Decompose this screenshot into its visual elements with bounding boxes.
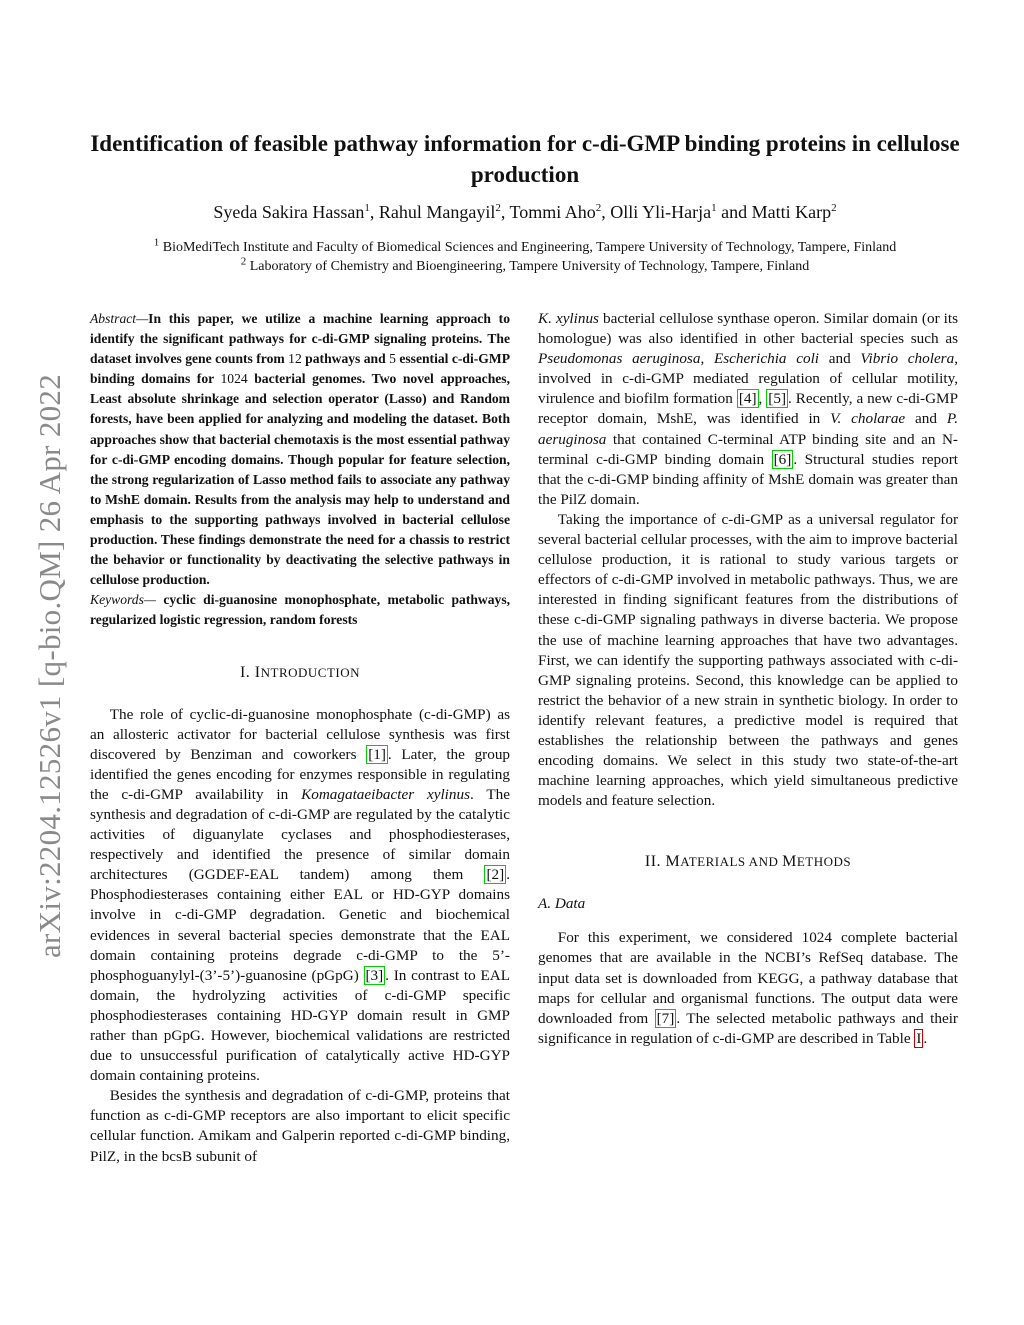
citation-link[interactable]: [1]	[368, 745, 386, 763]
author-list: Syeda Sakira Hassan$^1$, Rahul Mangayil$^2$, Tommi Aho$^2$, Olli Yli-Harja$^1$ and Matti Karp$^2$	[213, 202, 837, 222]
affiliation-line: $^1$ BioMediTech Institute and Faculty of Biomedical Sciences and Engineering, Tampere University of Technology, Tampere, Finland	[153, 236, 897, 255]
author-affiliation-mark: 2	[595, 202, 602, 214]
keywords-label: Keywords—	[90, 592, 156, 608]
author-name: Syeda Sakira Hassan	[213, 202, 365, 222]
affiliations	[90, 238, 960, 276]
right-column	[538, 309, 958, 1049]
author-name: Matti Karp	[751, 202, 832, 222]
affiliation-line: $^2$ Laboratory of Chemistry and Bioengineering, Tampere University of Technology, Tampere, Finland	[240, 255, 810, 274]
author-name: Rahul Mangayil	[378, 202, 496, 222]
abstract: Abstract—In this paper, we utilize a machine learning approach to identify the significant pathways for c-di-GMP signaling proteins. The dataset involves gene counts from 12 pathways and 5 essential c-di-GMP binding domains for 1024 bacterial genomes. Two novel approaches, Least absolute shrinkage and selection operator (Lasso) and Random forests, have been applied for analyzing and modeling the dataset. Both approaches show that bacterial chemotaxis is the most essential pathway for c-di-GMP encoding domains. Though popular for feature selection, the strong regularization of Lasso method fails to associate any pathway to MshE domain. Results from the analysis may help to understand and emphasis to the supporting pathways involved in bacterial cellulose production. These findings demonstrate the need for a chassis to restrict the behavior or functionality by deactivating the selective pathways in cellulose production.	[90, 311, 511, 588]
abstract-label: Abstract—	[90, 311, 149, 326]
keywords: Keywords— cyclic di-guanosine monophosphate, metabolic pathways, regularized logistic regression, random forests	[90, 592, 511, 628]
author-affiliation-mark: 1	[711, 202, 717, 214]
intro-paragraph-2-start: Besides the synthesis and degradation of c-di-GMP, proteins that function as c-di-GMP receptors are also important to elicit specific cellular function. Amikam and Galperin reported c-di-GMP binding, PilZ, in the bcsB subunit of	[90, 1087, 510, 1165]
citation-link[interactable]: [7]	[656, 1009, 675, 1027]
author-name: Olli Yli-Harja	[610, 202, 712, 222]
intro-paragraph-2-continued: K. xylinus bacterial cellulose synthase operon. Similar domain (or its homologue) was also identified in other bacterial species such as Pseudomonas aeruginosa, Escherichia coli and Vibrio cholera, involved in c-di-GMP mediated regulation of cellular motility, virulence and biofilm formation [4] , [5] . Recently, a new c-di-GMP receptor domain, MshE, was identified in V. cholarae and P. aeruginosa that contained C-terminal ATP binding site and an N-terminal c-di-GMP binding domain [6] . Structural studies report that the c-di-GMP binding affinity of MshE domain was greater than the PilZ domain.	[538, 310, 959, 508]
author-name: Tommi Aho	[509, 202, 596, 222]
arxiv-identifier[interactable]: arXiv:2204.12526v1 [q-bio.QM] 26 Apr 2022	[32, 373, 67, 958]
section-heading-materials-methods: II. MATERIALS AND METHODS	[644, 853, 852, 871]
citation-link[interactable]: [4]	[738, 390, 757, 408]
left-column	[90, 309, 510, 1167]
subsection-heading-data: A. Data	[538, 895, 586, 913]
author-affiliation-mark: 2	[495, 202, 501, 214]
data-paragraph: For this experiment, we considered 1024 complete bacterial genomes that are available in the NCBI’s RefSeq database. The input data set is downloaded from KEGG, a pathway database that maps for cellular and organismal functions. The output data were downloaded from [7] . The selected metabolic pathways and their significance in regulation of c-di-GMP are described in Table I .	[538, 929, 958, 1047]
paper-title: Identification of feasible pathway information for c-di-GMP binding proteins in cellulose production	[90, 131, 960, 187]
author-affiliation-mark: 1	[364, 202, 370, 214]
citation-link[interactable]: [2]	[486, 866, 505, 884]
intro-paragraph-3: Taking the importance of c-di-GMP as a universal regulator for several bacterial cellular processes, with the aim to improve bacterial cellulose production, it is rational to study various targets or effectors of c-di-GMP involved in metabolic pathways. Thus, we are interested in finding significant features from the distributions of these c-di-GMP signaling pathways in diverse bacteria. We propose the use of machine learning approaches that have two advantages. First, we can identify the supporting pathways associated with c-di-GMP signaling proteins. Second, this knowledge can be applied to restrict the behavior of a new strain in synthetic biology. In order to identify relevant features, a predictive model is required that establishes the relationship between the pathways and genes encoding domains. We select in this study two state-of-the-art machine learning approaches, which yield simultaneous predictive models and feature selection.	[538, 510, 959, 810]
table-reference-link[interactable]: I	[916, 1029, 922, 1047]
citation-link[interactable]: [3]	[365, 966, 384, 984]
author-affiliation-mark: 2	[831, 202, 837, 214]
citation-link[interactable]: [6]	[773, 450, 792, 468]
section-heading-introduction: I. INTRODUCTION	[239, 663, 361, 681]
intro-paragraph-1: The role of cyclic-di-guanosine monophosphate (c-di-GMP) as an allosteric activator for bacterial cellulose synthesis was first discovered by Benziman and coworkers [1] . Later, the group identified the genes encoding for enzymes responsible in regulating the c-di-GMP availability in Komagataeibacter xylinus. The synthesis and degradation of c-di-GMP are regulated by the catalytic activities of diguanylate cyclases and phosphodiesterases, respectively and identified the presence of similar domain architectures (GGDEF-EAL tandem) among them [2] . Phosphodiesterases containing either EAL or HD-GYP domains involve in c-di-GMP degradation. Genetic and biochemical evidences in several bacterial species demonstrate that the EAL domain containing proteins degrade c-di-GMP to the 5’-phosphoguanylyl-(3’-5’)-guanosine (pGpG) [3] . In contrast to EAL domain, the hydrolyzing activities of c-di-GMP specific phosphodiesterases containing HD-GYP domain result in GMP rather than pGpG. However, biochemical validations are restricted due to unsuccessful purification of catalytically active HD-GYP domain containing proteins.	[90, 705, 511, 1085]
citation-link[interactable]: [5]	[768, 390, 787, 408]
